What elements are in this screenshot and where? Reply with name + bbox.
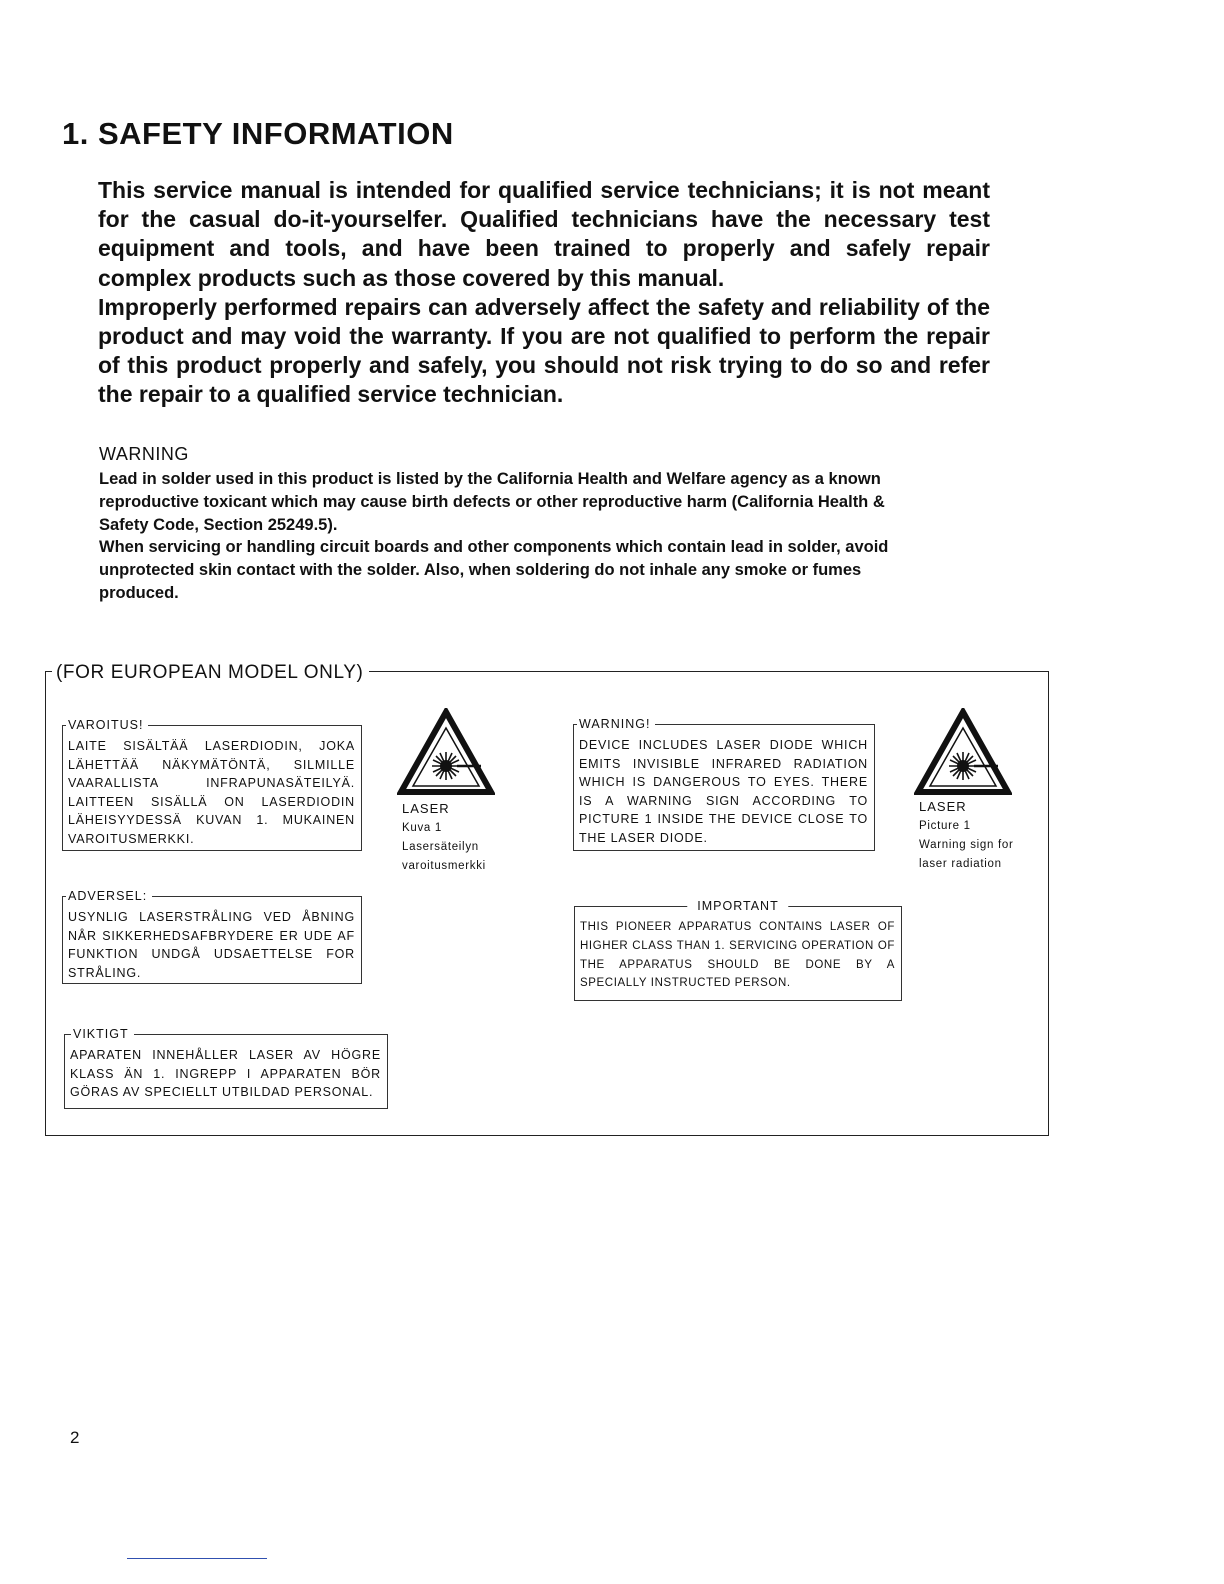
intro-paragraph-1: This service manual is intended for qualified service technicians; it is not meant for the casual do-it-yourselfer. Qualified technicians have the necessary test equipment and tools, and have been trained to properly and safely repair complex products such as those covered by this manual. — [98, 177, 990, 291]
laser-caption-fi-1: Kuva 1 — [402, 822, 443, 834]
warning-paragraph-1: Lead in solder used in this product is listed by the California Health and Welfare agency as a known reproductive toxicant which may cause birth defects or other reproductive harm (California Health & Safety Code, Section 25249.5). — [99, 470, 885, 534]
viktigt-box — [64, 1027, 388, 1109]
laser-caption-fi-2: Lasersäteilyn — [402, 841, 479, 853]
varoitus-text: LAITE SISÄLTÄÄ LASERDIODIN, JOKA LÄHETTÄÄ NÄKYMÄTÖNTÄ, SILMILLE VAARALLISTA INFRAPUNASÄTEILYÄ. LAITTEEN SISÄLLÄ ON LASERDIODIN LÄHEISYYDESSÄ KUVAN 1. MUKAINEN VAROITUSMERKKI. — [68, 739, 355, 846]
laser-caption-en-2: Warning sign for — [919, 839, 1014, 851]
viktigt-title: VIKTIGT — [71, 1025, 134, 1044]
warning-heading: WARNING — [99, 444, 189, 464]
laser-caption-en-3: laser radiation — [919, 858, 1002, 870]
important-title: IMPORTANT — [687, 897, 788, 916]
adversel-box — [62, 889, 362, 984]
footer-rule — [127, 1558, 267, 1559]
laser-warning-sign-icon — [914, 708, 1012, 796]
intro-text — [98, 176, 990, 410]
viktigt-text: APARATEN INNEHÅLLER LASER AV HÖGRE KLASS ÄN 1. INGREPP I APPARATEN BÖR GÖRAS AV SPECIELLT UTBILDAD PERSONAL. — [70, 1048, 381, 1100]
page-title: 1. SAFETY INFORMATION — [62, 116, 454, 151]
laser-warning-title: WARNING! — [577, 715, 655, 734]
intro-paragraph-2: Improperly performed repairs can adversely affect the safety and reliability of the product and may void the warranty. If you are not qualified to perform the repair of this product properly and safely, you should not risk trying to do so and refer the repair to a qualified service technician. — [98, 293, 990, 408]
warning-paragraph-2: When servicing or handling circuit boards and other components which contain lead in solder, avoid unprotected skin contact with the solder. Also, when soldering do not inhale any smoke or fumes produced. — [99, 538, 889, 602]
adversel-text: USYNLIG LASERSTRÅLING VED ÅBNING NÅR SIKKERHEDSAFBRYDERE ER UDE AF FUNKTION UNDGÅ UDSAETTELSE FOR STRÅLING. — [68, 910, 355, 980]
adversel-title: ADVERSEL: — [66, 887, 152, 906]
important-text: THIS PIONEER APPARATUS CONTAINS LASER OF HIGHER CLASS THAN 1. SERVICING OPERATION OF THE APPARATUS SHOULD BE DONE BY A SPECIALLY INSTRUCTED PERSON. — [580, 921, 895, 990]
laser-caption-en-1: Picture 1 — [919, 820, 971, 832]
laser-caption-fi-3: varoitusmerkki — [402, 860, 486, 872]
important-box — [574, 899, 902, 1001]
varoitus-title: VAROITUS! — [66, 716, 148, 735]
varoitus-box — [62, 718, 362, 851]
laser-warning-text: DEVICE INCLUDES LASER DIODE WHICH EMITS INVISIBLE INFRARED RADIATION WHICH IS DANGEROUS TO EYES. THERE IS A WARNING SIGN ACCORDING TO PICTURE 1 INSIDE THE DEVICE CLOSE TO THE LASER DIODE. — [579, 738, 868, 845]
laser-warning-box — [573, 717, 875, 851]
page-number: 2 — [70, 1428, 80, 1447]
european-model-label: (FOR EUROPEAN MODEL ONLY) — [52, 662, 369, 684]
laser-label-fi: LASER — [402, 801, 450, 816]
warning-text — [99, 468, 919, 605]
laser-label-en: LASER — [919, 799, 967, 814]
laser-warning-sign-icon — [397, 708, 495, 796]
